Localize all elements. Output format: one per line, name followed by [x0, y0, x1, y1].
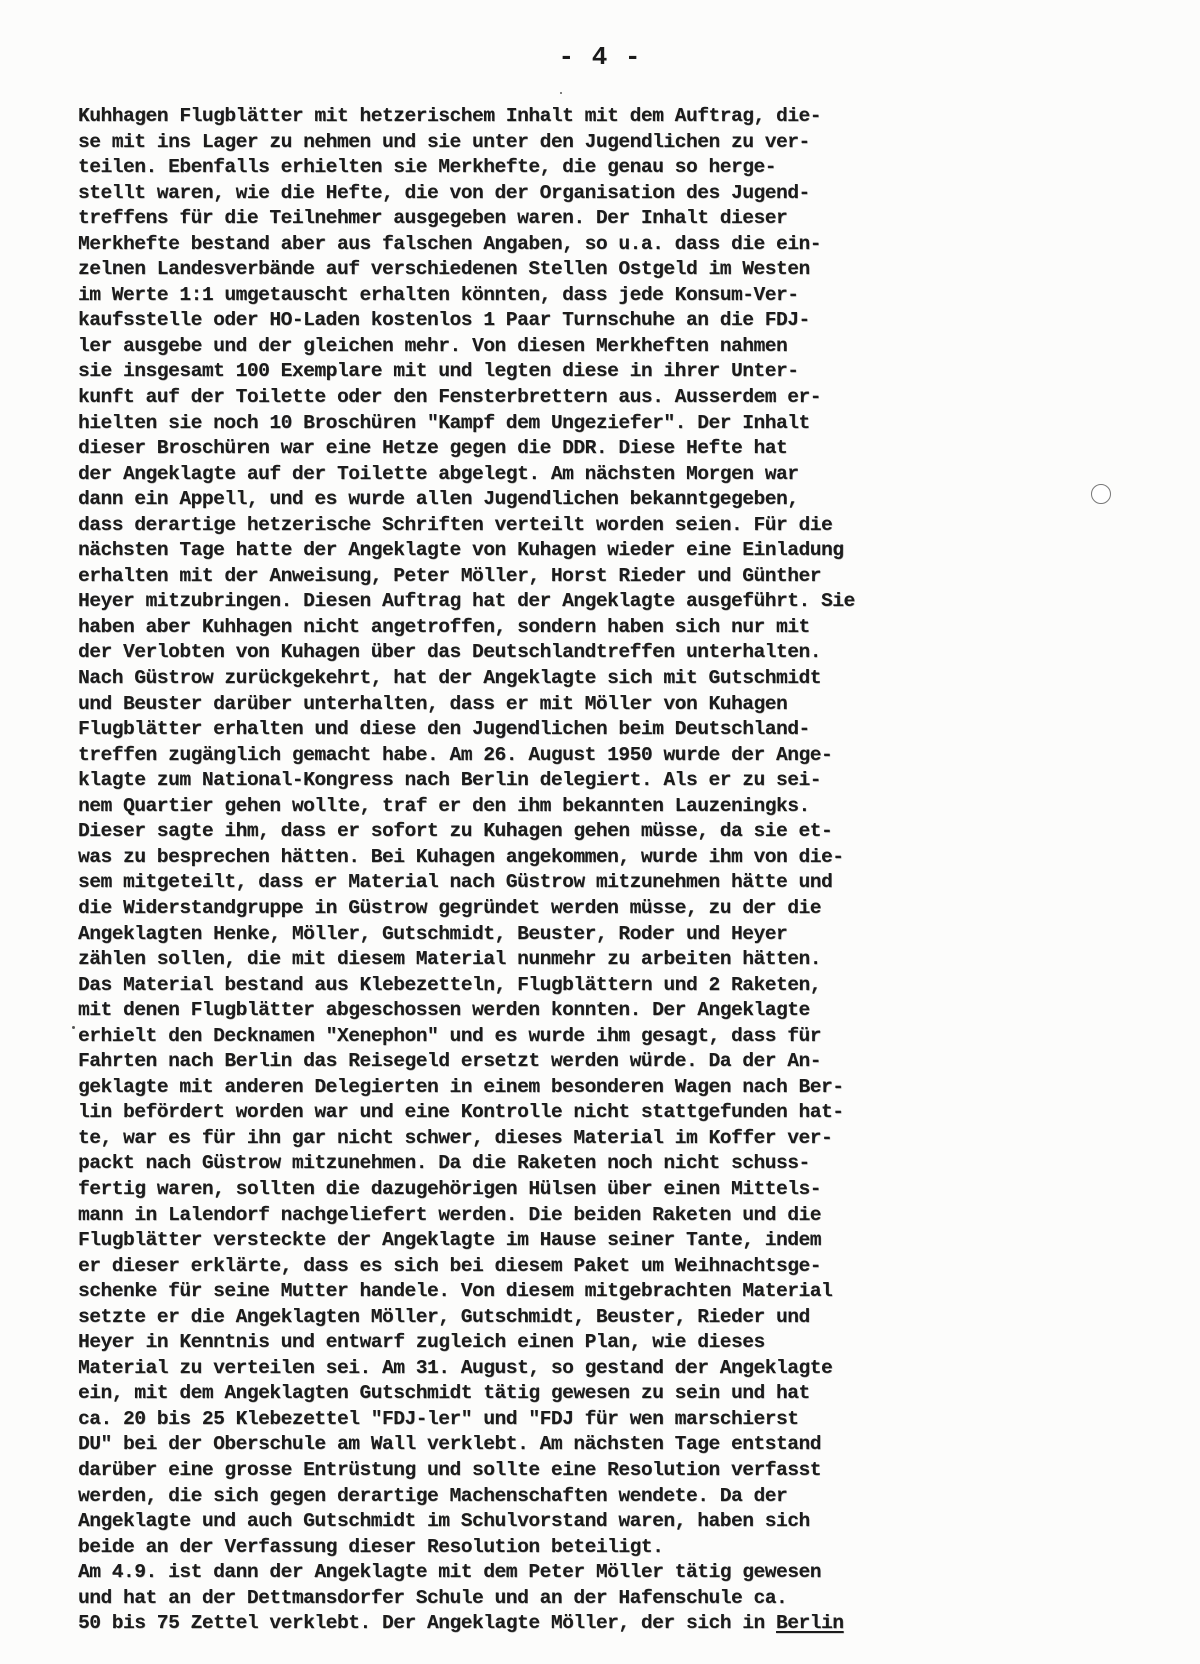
text-line: 50 bis 75 Zettel verklebt. Der Angeklagte Möller, der sich in Berlin: [78, 1612, 844, 1635]
text-line: teilen. Ebenfalls erhielten sie Merkhefte, die genau so herge-: [78, 156, 777, 179]
text-line: Material zu verteilen sei. Am 31. August, so gestand der Angeklagte: [78, 1356, 833, 1379]
text-line: te, war es für ihn gar nicht schwer, dieses Material im Koffer ver-: [78, 1126, 833, 1149]
text-line: dieser Broschüren war eine Hetze gegen die DDR. Diese Hefte hat: [78, 437, 788, 460]
text-line: Merkhefte bestand aber aus falschen Angaben, so u.a. dass die ein-: [78, 232, 822, 255]
text-line: mit denen Flugblätter abgeschossen werden konnten. Der Angeklagte: [78, 999, 810, 1022]
text-line: der Verlobten von Kuhagen über das Deutschlandtreffen unterhalten.: [78, 641, 822, 664]
text-line: treffen zugänglich gemacht habe. Am 26. August 1950 wurde der Ange-: [78, 743, 833, 766]
text-line: ca. 20 bis 25 Klebezettel "FDJ-ler" und "FDJ für wen marschierst: [78, 1407, 799, 1430]
text-line: zelnen Landesverbände auf verschiedenen Stellen Ostgeld im Westen: [78, 258, 810, 281]
text-line: packt nach Güstrow mitzunehmen. Da die Raketen noch nicht schuss-: [78, 1152, 810, 1175]
text-line: dass derartige hetzerische Schriften verteilt worden seien. Für die: [78, 513, 833, 536]
text-line: haben aber Kuhhagen nicht angetroffen, sondern haben sich nur mit: [78, 615, 810, 638]
text-line: die Widerstandgruppe in Güstrow gegründet werden müsse, zu der die: [78, 896, 822, 919]
text-line: und hat an der Dettmansdorfer Schule und an der Hafenschule ca.: [78, 1586, 788, 1609]
text-line: treffens für die Teilnehmer ausgegeben waren. Der Inhalt dieser: [78, 207, 788, 230]
text-line: Fahrten nach Berlin das Reisegeld ersetzt werden würde. Da der An-: [78, 1050, 822, 1073]
text-line: Flugblätter erhalten und diese den Jugendlichen beim Deutschland-: [78, 718, 810, 741]
text-line: setzte er die Angeklagten Möller, Gutschmidt, Beuster, Rieder und: [78, 1305, 810, 1328]
text-line: hielten sie noch 10 Broschüren "Kampf dem Ungeziefer". Der Inhalt: [78, 411, 810, 434]
text-line: sie insgesamt 100 Exemplare mit und legten diese in ihrer Unter-: [78, 360, 799, 383]
text-line: darüber eine grosse Entrüstung und sollte eine Resolution verfasst: [78, 1458, 822, 1481]
text-line: mann in Lalendorf nachgeliefert werden. Die beiden Raketen und die: [78, 1203, 822, 1226]
text-line: werden, die sich gegen derartige Machenschaften wendete. Da der: [78, 1484, 788, 1507]
text-line: ein, mit dem Angeklagten Gutschmidt tätig gewesen zu sein und hat: [78, 1382, 810, 1405]
text-line: Angeklagte und auch Gutschmidt im Schulvorstand waren, haben sich: [78, 1510, 810, 1533]
punch-hole: [1091, 484, 1111, 504]
underlined-word: Berlin: [776, 1612, 844, 1635]
text-line: lin befördert worden war und eine Kontrolle nicht stattgefunden hat-: [78, 1101, 844, 1124]
text-line: sem mitgeteilt, dass er Material nach Güstrow mitzunehmen hätte und: [78, 871, 833, 894]
text-line: und Beuster darüber unterhalten, dass er mit Möller von Kuhagen: [78, 692, 788, 715]
text-line: erhielt den Decknamen "Xenephon" und es wurde ihm gesagt, dass für: [78, 1024, 822, 1047]
text-line: Flugblätter versteckte der Angeklagte im Hause seiner Tante, indem: [78, 1229, 822, 1252]
text-line: schenke für seine Mutter handele. Von diesem mitgebrachten Material: [78, 1280, 833, 1303]
text-line: stellt waren, wie die Hefte, die von der Organisation des Jugend-: [78, 181, 810, 204]
text-line: er dieser erklärte, dass es sich bei diesem Paket um Weihnachtsge-: [78, 1254, 822, 1277]
text-line: im Werte 1:1 umgetauscht erhalten könnten, dass jede Konsum-Ver-: [78, 283, 799, 306]
text-line: dann ein Appell, und es wurde allen Jugendlichen bekanntgegeben,: [78, 488, 799, 511]
text-line: Angeklagten Henke, Möller, Gutschmidt, Beuster, Roder und Heyer: [78, 922, 788, 945]
text-line: Dieser sagte ihm, dass er sofort zu Kuhagen gehen müsse, da sie et-: [78, 820, 833, 843]
text-line: ler ausgebe und der gleichen mehr. Von diesen Merkheften nahmen: [78, 334, 788, 357]
text-line: klagte zum National-Kongress nach Berlin delegiert. Als er zu sei-: [78, 769, 822, 792]
body-text: [78, 104, 1078, 1637]
text-line: nem Quartier gehen wollte, traf er den ihm bekannten Lauzeningks.: [78, 794, 810, 817]
text-line: nächsten Tage hatte der Angeklagte von Kuhagen wieder eine Einladung: [78, 539, 844, 562]
text-line: Das Material bestand aus Klebezetteln, Flugblättern und 2 Raketen,: [78, 973, 822, 996]
speck: [72, 1026, 75, 1029]
text-line: kunft auf der Toilette oder den Fensterbrettern aus. Ausserdem er-: [78, 386, 822, 409]
text-line: kaufsstelle oder HO-Laden kostenlos 1 Paar Turnschuhe an die FDJ-: [78, 309, 810, 332]
text-line: Am 4.9. ist dann der Angeklagte mit dem Peter Möller tätig gewesen: [78, 1561, 822, 1584]
text-line: Heyer mitzubringen. Diesen Auftrag hat der Angeklagte ausgeführt. Sie: [78, 590, 855, 613]
speck: [560, 92, 562, 94]
text-line: zählen sollen, die mit diesem Material nunmehr zu arbeiten hätten.: [78, 948, 822, 971]
text-line: DU" bei der Oberschule am Wall verklebt. Am nächsten Tage entstand: [78, 1433, 822, 1456]
text-line: Nach Güstrow zurückgekehrt, hat der Angeklagte sich mit Gutschmidt: [78, 667, 822, 690]
text-line: Kuhhagen Flugblätter mit hetzerischem Inhalt mit dem Auftrag, die-: [78, 105, 822, 127]
text-line: se mit ins Lager zu nehmen und sie unter den Jugendlichen zu ver-: [78, 130, 810, 153]
text-line: geklagte mit anderen Delegierten in einem besonderen Wagen nach Ber-: [78, 1075, 844, 1098]
text-line: was zu besprechen hätten. Bei Kuhagen angekommen, wurde ihm von die-: [78, 845, 844, 868]
text-line: fertig waren, sollten die dazugehörigen Hülsen über einen Mittels-: [78, 1177, 822, 1200]
text-line: Heyer in Kenntnis und entwarf zugleich einen Plan, wie dieses: [78, 1331, 765, 1354]
text-line: erhalten mit der Anweisung, Peter Möller, Horst Rieder und Günther: [78, 564, 822, 587]
page-number: - 4 -: [558, 42, 642, 72]
text-line: beide an der Verfassung dieser Resolution beteiligt.: [78, 1535, 664, 1558]
text-line: der Angeklagte auf der Toilette abgelegt. Am nächsten Morgen war: [78, 462, 799, 485]
